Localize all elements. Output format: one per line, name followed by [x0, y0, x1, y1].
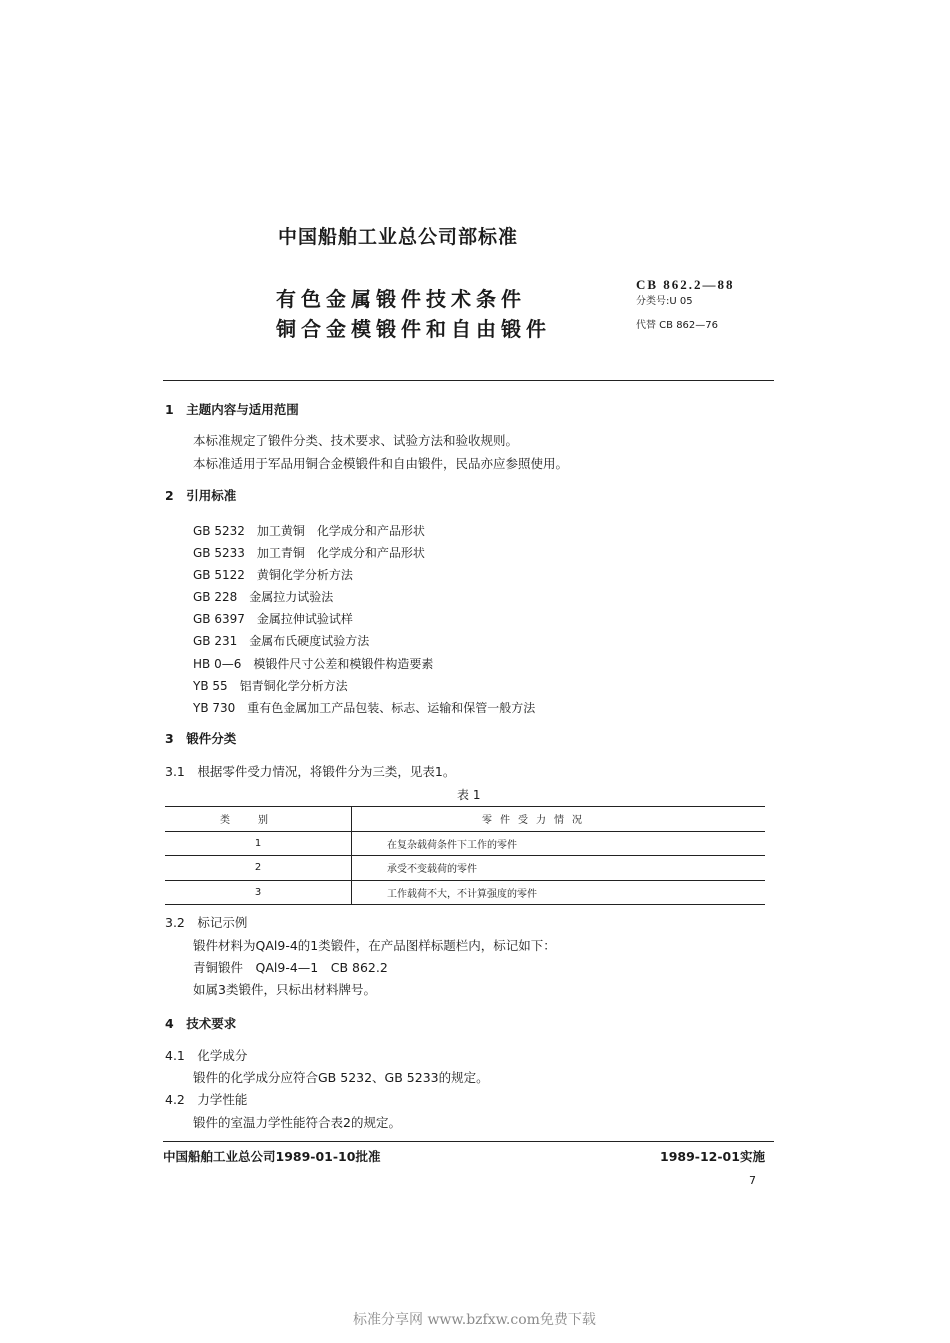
reference-item: GB 5232 加工黄铜 化学成分和产品形状 — [193, 524, 425, 538]
section-4-1-paragraph: 锻件的化学成分应符合GB 5232、GB 5233的规定。 — [193, 1070, 489, 1085]
section-3-2-title: 3.2 标记示例 — [165, 915, 248, 930]
table-caption: 表 1 — [457, 788, 481, 802]
reference-item: GB 5122 黄铜化学分析方法 — [193, 568, 353, 583]
reference-item: GB 5233 加工青铜 化学成分和产品形状 — [193, 546, 425, 561]
replaces-standard: 代替 CB 862—76 — [636, 320, 719, 331]
classification-number: 分类号:U 05 — [636, 296, 693, 307]
section-4-2-paragraph: 锻件的室温力学性能符合表2的规定。 — [193, 1115, 401, 1130]
table-header-category: 类别 — [165, 807, 352, 832]
reference-item: GB 6397 金属拉伸试验试样 — [193, 612, 353, 627]
section-3-title: 3 锻件分类 — [165, 731, 237, 746]
section-4-2-title: 4.2 力学性能 — [165, 1092, 248, 1107]
page-number: 7 — [749, 1174, 756, 1187]
section-4-1-title: 4.1 化学成分 — [165, 1048, 248, 1063]
reference-item: YB 55 铝青铜化学分析方法 — [193, 678, 348, 693]
section-1-title: 1 主题内容与适用范围 — [165, 402, 299, 417]
table-cell-category: 2 — [165, 856, 352, 881]
section-3-2-paragraph-1: 锻件材料为QAl9-4的1类锻件，在产品图样标题栏内，标记如下： — [193, 938, 556, 953]
header-rule — [163, 380, 774, 381]
approval-date: 中国船舶工业总公司1989-01-10批准 — [163, 1149, 381, 1164]
title-line-1: 有色金属锻件技术条件 — [276, 287, 526, 311]
table-cell-load: 承受不变载荷的零件 — [387, 864, 477, 876]
table-header-row — [165, 807, 765, 832]
issuing-organization: 中国船舶工业总公司部标准 — [278, 226, 519, 248]
reference-item: YB 730 重有色金属加工产品包装、标志、运输和保管一般方法 — [193, 700, 536, 715]
section-3-2-paragraph-2: 青铜锻件 QAl9-4—1 CB 862.2 — [193, 960, 388, 975]
reference-item: GB 228 金属拉力试验法 — [193, 590, 334, 605]
table-row — [165, 831, 765, 856]
section-3-1: 3.1 根据零件受力情况，将锻件分为三类，见表1。 — [165, 764, 456, 779]
reference-item: GB 231 金属布氏硬度试验方法 — [193, 634, 370, 649]
watermark: 标准分享网 www.bzfxw.com免费下载 — [353, 1312, 596, 1328]
reference-list — [193, 520, 535, 719]
table-cell-category: 1 — [165, 831, 352, 856]
section-4-title: 4 技术要求 — [165, 1016, 237, 1031]
section-3-2-paragraph-3: 如属3类锻件，只标出材料牌号。 — [193, 982, 376, 997]
table-row — [165, 856, 765, 881]
section-2-title: 2 引用标准 — [165, 488, 237, 503]
table-cell-category: 3 — [165, 880, 352, 905]
standard-code: CB 862.2—88 — [636, 277, 735, 292]
classification-table — [165, 806, 765, 905]
implementation-date: 1989-12-01实施 — [660, 1149, 765, 1164]
reference-item: HB 0—6 模锻件尺寸公差和模锻件构造要素 — [193, 656, 434, 671]
table-header-load: 零件受力情况 — [482, 815, 590, 827]
footer-rule — [163, 1141, 774, 1142]
section-1-paragraph-1: 本标准规定了锻件分类、技术要求、试验方法和验收规则。 — [193, 433, 519, 448]
table-cell-load: 在复杂载荷条件下工作的零件 — [387, 839, 517, 851]
table-row — [165, 880, 765, 905]
table-cell-load: 工作载荷不大，不计算强度的零件 — [387, 888, 537, 900]
section-1-paragraph-2: 本标准适用于军品用铜合金模锻件和自由锻件，民品亦应参照使用。 — [193, 456, 569, 471]
title-line-2: 铜合金模锻件和自由锻件 — [276, 317, 551, 341]
